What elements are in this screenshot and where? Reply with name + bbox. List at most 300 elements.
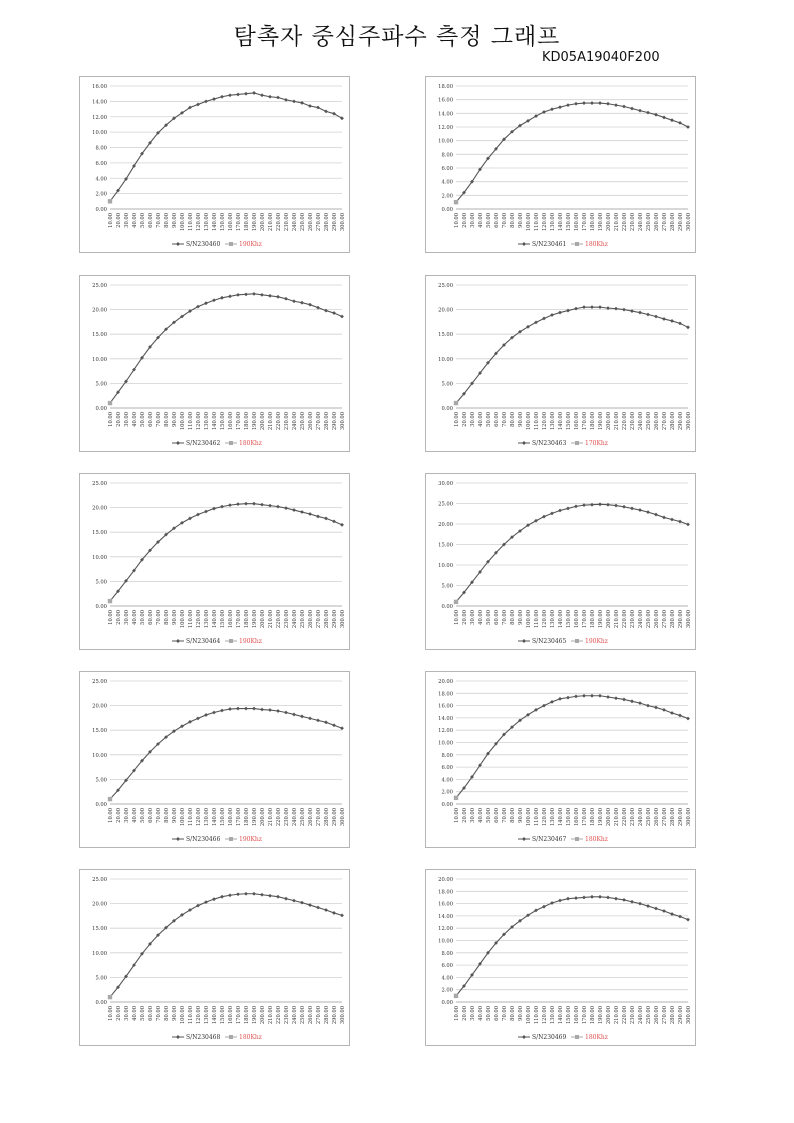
- data-point: [284, 897, 288, 901]
- data-point: [332, 911, 336, 915]
- x-tick-label: 120.00: [542, 610, 548, 629]
- x-tick-label: 270.00: [662, 610, 668, 629]
- x-tick-label: 240.00: [292, 1006, 298, 1025]
- x-tick-label: 100.00: [180, 808, 186, 827]
- chart-panel-9: [79, 869, 350, 1046]
- x-tick-label: 110.00: [534, 213, 540, 232]
- x-tick-label: 50.00: [140, 1006, 146, 1021]
- y-tick-label: 25.00: [92, 283, 107, 289]
- x-tick-label: 270.00: [316, 610, 322, 629]
- data-point: [574, 694, 578, 698]
- x-tick-label: 290.00: [678, 412, 684, 431]
- data-point: [276, 709, 280, 713]
- x-tick-label: 60.00: [494, 213, 500, 228]
- legend-reference-marker: [575, 441, 579, 445]
- x-tick-label: 260.00: [308, 412, 314, 431]
- data-point: [670, 912, 674, 916]
- data-point: [542, 905, 546, 909]
- x-tick-label: 130.00: [204, 610, 210, 629]
- data-point: [292, 508, 296, 512]
- legend-reference-label: 170Khz: [585, 440, 608, 447]
- chart-svg: [426, 870, 695, 1045]
- y-tick-label: 12.00: [438, 728, 453, 735]
- x-tick-label: 90.00: [518, 808, 524, 823]
- data-point: [308, 512, 312, 516]
- legend-series-label: S/N230461: [532, 241, 567, 248]
- reference-point: [108, 995, 112, 999]
- x-tick-label: 220.00: [622, 412, 628, 431]
- x-tick-label: 140.00: [558, 1006, 564, 1025]
- data-point: [276, 96, 280, 100]
- x-tick-label: 160.00: [574, 213, 580, 232]
- reference-point: [454, 200, 458, 204]
- data-point: [300, 715, 304, 719]
- x-tick-label: 100.00: [526, 610, 532, 629]
- x-tick-label: 280.00: [670, 213, 676, 232]
- data-point: [662, 909, 666, 913]
- x-tick-label: 230.00: [630, 412, 636, 431]
- x-tick-label: 40.00: [132, 1006, 138, 1021]
- y-tick-label: 0.00: [441, 802, 453, 808]
- data-point: [220, 709, 224, 713]
- y-tick-label: 0.00: [95, 1000, 107, 1006]
- x-tick-label: 100.00: [180, 610, 186, 629]
- data-point: [550, 511, 554, 515]
- y-tick-label: 18.00: [438, 84, 453, 90]
- x-tick-label: 210.00: [268, 610, 274, 629]
- x-tick-label: 30.00: [470, 808, 476, 823]
- legend: [172, 1034, 262, 1041]
- data-point: [236, 293, 240, 297]
- x-tick-label: 240.00: [292, 808, 298, 827]
- x-tick-label: 40.00: [478, 808, 484, 823]
- x-tick-label: 250.00: [300, 808, 306, 827]
- x-tick-label: 170.00: [236, 610, 242, 629]
- x-tick-label: 120.00: [542, 808, 548, 827]
- x-tick-label: 290.00: [678, 213, 684, 232]
- x-tick-label: 260.00: [308, 213, 314, 232]
- y-tick-label: 0.00: [441, 406, 453, 412]
- data-point: [268, 708, 272, 712]
- x-tick-label: 60.00: [494, 412, 500, 427]
- x-tick-label: 150.00: [566, 213, 572, 232]
- y-tick-label: 10.00: [92, 554, 107, 561]
- data-point: [316, 906, 320, 910]
- y-tick-label: 20.00: [438, 307, 453, 314]
- x-tick-label: 210.00: [614, 610, 620, 629]
- data-point: [582, 896, 586, 900]
- y-tick-label: 4.00: [441, 777, 453, 784]
- data-point: [244, 502, 248, 506]
- x-tick-label: 260.00: [308, 610, 314, 629]
- y-tick-label: 5.00: [95, 579, 107, 586]
- data-point: [670, 319, 674, 323]
- legend-series-label: S/N230469: [532, 1034, 567, 1041]
- data-point: [228, 893, 232, 897]
- y-tick-label: 20.00: [438, 522, 453, 528]
- data-point: [244, 92, 248, 96]
- data-point: [654, 706, 658, 710]
- data-point: [252, 892, 256, 896]
- x-tick-label: 230.00: [284, 412, 290, 431]
- x-tick-label: 70.00: [502, 412, 508, 427]
- data-point: [686, 918, 690, 922]
- data-point: [220, 895, 224, 899]
- x-tick-label: 30.00: [124, 808, 130, 823]
- x-tick-label: 110.00: [188, 808, 194, 827]
- y-tick-label: 6.00: [441, 765, 453, 772]
- y-tick-label: 10.00: [92, 950, 107, 957]
- document-code: KD05A19040F200: [542, 50, 660, 65]
- data-point: [212, 97, 216, 101]
- series-line: [110, 709, 342, 800]
- y-tick-label: 2.00: [441, 789, 453, 796]
- x-tick-label: 100.00: [526, 412, 532, 431]
- x-tick-label: 20.00: [116, 412, 122, 427]
- x-tick-label: 110.00: [534, 610, 540, 629]
- data-point: [204, 713, 208, 717]
- x-tick-label: 270.00: [316, 412, 322, 431]
- x-tick-label: 240.00: [638, 412, 644, 431]
- y-tick-label: 0.00: [441, 207, 453, 213]
- data-point: [292, 99, 296, 103]
- data-point: [590, 694, 594, 698]
- x-tick-label: 130.00: [204, 808, 210, 827]
- x-tick-label: 60.00: [148, 808, 154, 823]
- x-tick-label: 20.00: [116, 213, 122, 228]
- data-point: [268, 504, 272, 508]
- legend-series-label: S/N230462: [186, 440, 221, 447]
- data-point: [662, 708, 666, 712]
- x-tick-label: 190.00: [252, 412, 258, 431]
- legend-reference-marker: [229, 441, 233, 445]
- x-tick-label: 280.00: [324, 1006, 330, 1025]
- data-point: [686, 125, 690, 129]
- y-tick-label: 15.00: [438, 332, 453, 339]
- x-tick-label: 50.00: [140, 808, 146, 823]
- x-tick-label: 270.00: [662, 412, 668, 431]
- data-point: [574, 102, 578, 106]
- y-tick-label: 4.00: [441, 975, 453, 982]
- x-tick-label: 130.00: [204, 1006, 210, 1025]
- x-tick-label: 220.00: [622, 213, 628, 232]
- data-point: [204, 99, 208, 103]
- data-point: [678, 915, 682, 919]
- x-tick-label: 80.00: [164, 412, 170, 427]
- reference-point: [454, 796, 458, 800]
- data-point: [614, 504, 618, 508]
- data-point: [646, 904, 650, 908]
- x-tick-label: 70.00: [502, 1006, 508, 1021]
- data-point: [260, 708, 264, 712]
- x-tick-label: 110.00: [188, 213, 194, 232]
- x-tick-label: 30.00: [124, 213, 130, 228]
- series-line: [110, 504, 342, 601]
- data-point: [662, 116, 666, 120]
- data-point: [566, 507, 570, 511]
- legend: [518, 440, 608, 447]
- data-point: [574, 896, 578, 900]
- x-tick-label: 130.00: [550, 412, 556, 431]
- data-point: [598, 694, 602, 698]
- data-point: [630, 900, 634, 904]
- data-point: [260, 293, 264, 297]
- x-tick-label: 80.00: [510, 213, 516, 228]
- y-tick-label: 25.00: [92, 877, 107, 883]
- x-tick-label: 300.00: [686, 412, 692, 431]
- data-point: [268, 95, 272, 99]
- data-point: [284, 711, 288, 715]
- x-tick-label: 80.00: [164, 213, 170, 228]
- data-point: [558, 509, 562, 513]
- legend-series-label: S/N230468: [186, 1034, 221, 1041]
- data-point: [654, 907, 658, 911]
- y-tick-label: 20.00: [438, 679, 453, 685]
- x-tick-label: 150.00: [220, 1006, 226, 1025]
- x-tick-label: 70.00: [156, 610, 162, 625]
- x-tick-label: 270.00: [316, 1006, 322, 1025]
- x-tick-label: 100.00: [180, 412, 186, 431]
- x-tick-label: 110.00: [188, 412, 194, 431]
- x-tick-label: 140.00: [558, 610, 564, 629]
- legend-series-marker: [522, 837, 526, 841]
- series-line: [456, 897, 688, 996]
- x-tick-label: 170.00: [236, 1006, 242, 1025]
- y-tick-label: 15.00: [92, 728, 107, 735]
- data-point: [630, 107, 634, 111]
- x-tick-label: 50.00: [140, 213, 146, 228]
- data-point: [606, 695, 610, 699]
- x-tick-label: 30.00: [124, 610, 130, 625]
- x-tick-label: 210.00: [268, 808, 274, 827]
- x-tick-label: 10.00: [454, 213, 460, 228]
- x-tick-label: 220.00: [276, 610, 282, 629]
- legend: [518, 638, 608, 645]
- x-tick-label: 200.00: [606, 610, 612, 629]
- x-tick-label: 300.00: [686, 610, 692, 629]
- x-tick-label: 120.00: [196, 412, 202, 431]
- data-point: [212, 897, 216, 901]
- data-point: [670, 118, 674, 122]
- x-tick-label: 270.00: [316, 808, 322, 827]
- legend-series-label: S/N230467: [532, 836, 567, 843]
- data-point: [566, 696, 570, 700]
- x-tick-label: 130.00: [550, 808, 556, 827]
- y-tick-label: 15.00: [92, 926, 107, 933]
- x-tick-label: 60.00: [494, 1006, 500, 1021]
- data-point: [260, 503, 264, 507]
- data-point: [582, 305, 586, 309]
- legend-reference-label: 180Khz: [585, 836, 608, 843]
- y-tick-label: 6.00: [95, 160, 107, 167]
- chart-panel-5: [79, 473, 350, 650]
- data-point: [212, 298, 216, 302]
- x-tick-label: 290.00: [678, 1006, 684, 1025]
- x-tick-label: 120.00: [542, 1006, 548, 1025]
- data-point: [638, 311, 642, 315]
- data-point: [332, 519, 336, 523]
- x-tick-label: 160.00: [228, 610, 234, 629]
- x-tick-label: 40.00: [132, 610, 138, 625]
- data-point: [316, 306, 320, 310]
- x-tick-label: 170.00: [582, 412, 588, 431]
- legend-series-marker: [176, 639, 180, 643]
- x-tick-label: 230.00: [284, 1006, 290, 1025]
- x-tick-label: 300.00: [340, 213, 346, 232]
- y-tick-label: 16.00: [438, 901, 453, 908]
- legend-series-label: S/N230464: [186, 638, 221, 645]
- x-tick-label: 20.00: [462, 610, 468, 625]
- data-point: [646, 704, 650, 708]
- data-point: [542, 317, 546, 321]
- y-tick-label: 6.00: [441, 963, 453, 970]
- x-tick-label: 190.00: [252, 808, 258, 827]
- x-tick-label: 260.00: [654, 412, 660, 431]
- x-tick-label: 20.00: [116, 610, 122, 625]
- y-tick-label: 14.00: [438, 913, 453, 920]
- data-point: [630, 507, 634, 511]
- data-point: [686, 717, 690, 721]
- x-tick-label: 190.00: [598, 1006, 604, 1025]
- y-tick-label: 10.00: [438, 563, 453, 569]
- chart-panel-6: [425, 473, 696, 650]
- reference-point: [108, 599, 112, 603]
- y-tick-label: 10.00: [92, 356, 107, 363]
- x-tick-label: 40.00: [132, 412, 138, 427]
- x-tick-label: 30.00: [470, 213, 476, 228]
- x-tick-label: 240.00: [638, 1006, 644, 1025]
- x-tick-label: 280.00: [324, 610, 330, 629]
- x-tick-label: 200.00: [606, 1006, 612, 1025]
- x-tick-label: 170.00: [236, 412, 242, 431]
- x-tick-label: 130.00: [550, 213, 556, 232]
- legend-reference-label: 180Khz: [585, 241, 608, 248]
- x-tick-label: 20.00: [462, 213, 468, 228]
- x-tick-label: 270.00: [316, 213, 322, 232]
- x-tick-label: 220.00: [276, 213, 282, 232]
- x-tick-label: 60.00: [148, 610, 154, 625]
- x-tick-label: 160.00: [228, 412, 234, 431]
- x-tick-label: 10.00: [108, 1006, 114, 1021]
- data-point: [646, 111, 650, 115]
- data-point: [550, 313, 554, 317]
- x-tick-label: 50.00: [486, 412, 492, 427]
- data-point: [308, 303, 312, 307]
- data-point: [622, 505, 626, 509]
- data-point: [308, 104, 312, 108]
- data-point: [236, 707, 240, 711]
- x-tick-label: 170.00: [582, 1006, 588, 1025]
- data-point: [196, 103, 200, 107]
- x-tick-label: 90.00: [172, 1006, 178, 1021]
- x-tick-label: 290.00: [678, 808, 684, 827]
- reference-point: [454, 401, 458, 405]
- x-tick-label: 20.00: [462, 808, 468, 823]
- x-tick-label: 10.00: [108, 808, 114, 823]
- x-tick-label: 180.00: [244, 412, 250, 431]
- y-tick-label: 20.00: [438, 877, 453, 883]
- data-point: [638, 902, 642, 906]
- x-tick-label: 100.00: [180, 1006, 186, 1025]
- x-tick-label: 130.00: [204, 213, 210, 232]
- x-tick-label: 40.00: [132, 213, 138, 228]
- x-tick-label: 140.00: [212, 213, 218, 232]
- x-tick-label: 10.00: [454, 412, 460, 427]
- y-tick-label: 8.00: [441, 950, 453, 957]
- legend-reference-marker: [229, 242, 233, 246]
- x-tick-label: 250.00: [300, 213, 306, 232]
- x-tick-label: 70.00: [156, 1006, 162, 1021]
- x-tick-label: 230.00: [630, 1006, 636, 1025]
- x-tick-label: 30.00: [124, 1006, 130, 1021]
- x-tick-label: 220.00: [276, 412, 282, 431]
- data-point: [196, 513, 200, 517]
- data-point: [686, 523, 690, 527]
- x-tick-label: 10.00: [454, 1006, 460, 1021]
- x-tick-label: 170.00: [236, 213, 242, 232]
- x-tick-label: 240.00: [638, 808, 644, 827]
- x-tick-label: 150.00: [566, 610, 572, 629]
- data-point: [236, 502, 240, 506]
- data-point: [646, 313, 650, 317]
- y-tick-label: 14.00: [438, 111, 453, 118]
- data-point: [678, 520, 682, 524]
- x-tick-label: 60.00: [494, 610, 500, 625]
- x-tick-label: 100.00: [526, 1006, 532, 1025]
- x-tick-label: 200.00: [260, 1006, 266, 1025]
- y-tick-label: 15.00: [92, 530, 107, 537]
- data-point: [260, 93, 264, 97]
- x-tick-label: 90.00: [518, 610, 524, 625]
- x-tick-label: 260.00: [654, 610, 660, 629]
- chart-svg: [426, 276, 695, 451]
- data-point: [252, 502, 256, 506]
- data-point: [324, 517, 328, 521]
- data-point: [622, 898, 626, 902]
- x-tick-label: 140.00: [212, 1006, 218, 1025]
- legend-reference-marker: [575, 1035, 579, 1039]
- x-tick-label: 20.00: [462, 1006, 468, 1021]
- x-tick-label: 280.00: [324, 213, 330, 232]
- data-point: [340, 523, 344, 527]
- x-tick-label: 210.00: [268, 213, 274, 232]
- x-tick-label: 180.00: [244, 808, 250, 827]
- data-point: [236, 93, 240, 97]
- data-point: [244, 707, 248, 711]
- legend-series-label: S/N230466: [186, 836, 221, 843]
- data-point: [558, 697, 562, 701]
- data-point: [244, 892, 248, 896]
- x-tick-label: 180.00: [244, 1006, 250, 1025]
- x-tick-label: 260.00: [654, 213, 660, 232]
- y-tick-label: 18.00: [438, 691, 453, 698]
- x-tick-label: 140.00: [558, 213, 564, 232]
- x-tick-label: 110.00: [188, 610, 194, 629]
- x-tick-label: 120.00: [196, 808, 202, 827]
- x-tick-label: 220.00: [276, 808, 282, 827]
- x-tick-label: 250.00: [300, 1006, 306, 1025]
- data-point: [228, 294, 232, 298]
- y-tick-label: 12.00: [438, 125, 453, 131]
- x-tick-label: 260.00: [308, 808, 314, 827]
- x-tick-label: 100.00: [180, 213, 186, 232]
- x-tick-label: 280.00: [324, 412, 330, 431]
- chart-svg: [426, 672, 695, 847]
- y-tick-label: 2.00: [441, 987, 453, 994]
- data-point: [212, 711, 216, 715]
- reference-point: [108, 797, 112, 801]
- legend-reference-marker: [575, 639, 579, 643]
